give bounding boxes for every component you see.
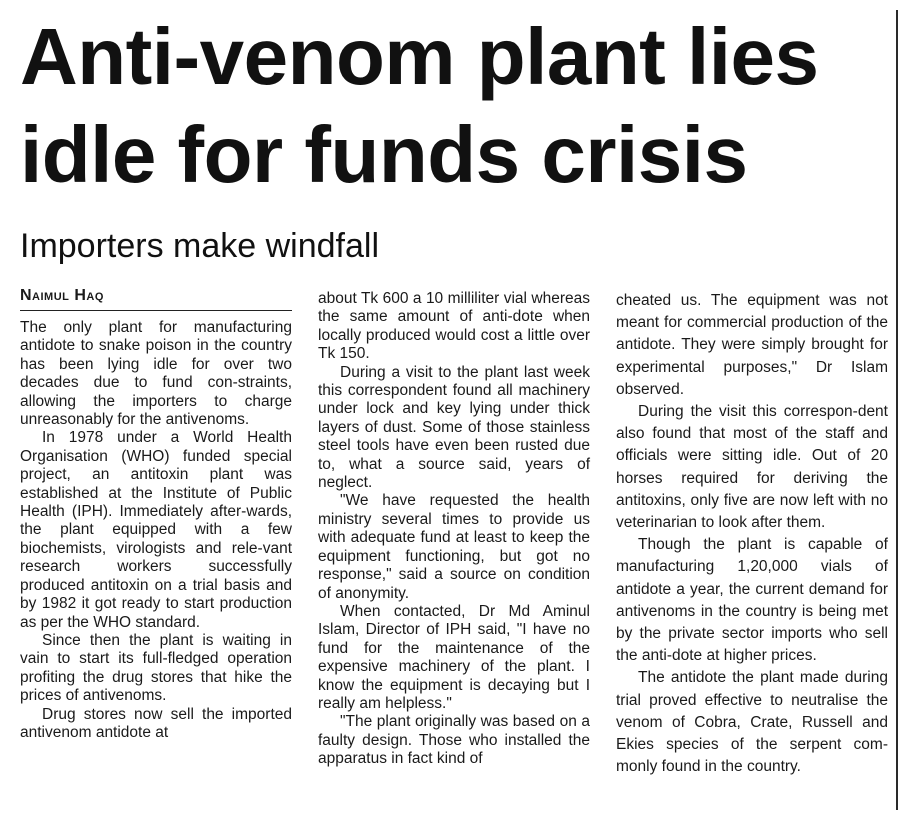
paragraph: Drug stores now sell the imported antivenom antidote at <box>20 705 292 741</box>
paragraph: Though the plant is capable of manufacturing 1,20,000 vials of antidote a year, the current demand for antivenoms in the country is being met by the private sector imports who sell the anti-dote at higher prices. <box>616 536 888 665</box>
paragraph: Since then the plant is waiting in vain to start its full-fledged operation profiting the drug stores that hike the prices of antivenoms. <box>20 631 292 705</box>
paragraph: about Tk 600 a 10 milliliter vial whereas the same amount of anti-dote when locally produced would cost a little over Tk 150. <box>318 290 590 363</box>
article-column-2 <box>318 290 590 769</box>
paragraph: "We have requested the health ministry several times to provide us with adequate fund at least to keep the equipment functioning, but got no response," said a source on condition of anonymity. <box>318 492 590 602</box>
headline: Anti-venom plant lies idle for funds crisis <box>20 12 819 199</box>
paragraph: The only plant for manufacturing antidote to snake poison in the country has been lying idle for over two decades due to fund con-straints, allowing the importers to charge unreasonably for the antivenoms. <box>20 319 292 429</box>
paragraph: In 1978 under a World Health Organisation (WHO) funded special project, an antitoxin plant was established at the Institute of Public Health (IPH). Immediately after-wards, the plant equipped with a few biochemists, virologists and rele-vant research workers successfully produced antitoxin on a trial basis and by 1982 it got ready to start production as per the WHO standard. <box>20 429 292 631</box>
paragraph: When contacted, Dr Md Aminul Islam, Director of IPH said, "I have no fund for the maintenance of the expensive machinery of the plant. I know the equipment is decaying but I really am helpless." <box>318 602 590 712</box>
article-column-1 <box>20 286 292 742</box>
paragraph: "The plant originally was based on a faulty design. Those who installed the apparatus in fact kind of <box>318 713 590 768</box>
byline: Naimul Haq <box>20 286 292 311</box>
paragraph: During a visit to the plant last week this correspondent found all machinery under lock and key lying under thick layers of dust. Some of those stainless steel tools have even been rusted due to, what a source said, years of neglect. <box>318 363 590 492</box>
paragraph: During the visit this correspon-dent also found that most of the staff and officials were sitting idle. Out of 20 horses required for deriving the antitoxins, only five are now left with no veterinarian to look after them. <box>616 403 888 532</box>
column-rule <box>896 10 898 810</box>
subheadline: Importers make windfall <box>20 227 380 265</box>
paragraph: cheated us. The equipment was not meant for commercial production of the antidote. They were simply brought for experimental purposes," Dr Islam observed. <box>616 292 888 398</box>
paragraph: The antidote the plant made during trial proved effective to neutralise the venom of Cobra, Crate, Russell and Ekies species of the serpent com-monly found in the country. <box>616 669 888 776</box>
article-column-3 <box>616 290 888 778</box>
